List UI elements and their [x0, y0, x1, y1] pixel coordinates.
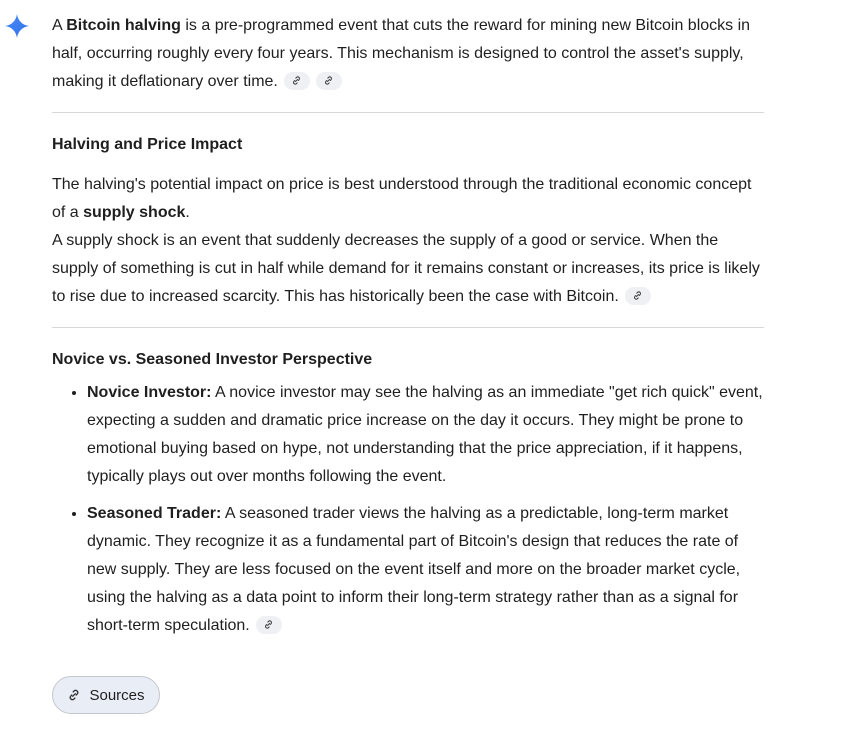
sources-button[interactable] — [52, 676, 160, 714]
sparkle-icon — [5, 14, 29, 38]
section-heading: Halving and Price Impact — [52, 136, 243, 153]
citation-chip[interactable] — [316, 72, 342, 90]
response-content — [52, 12, 764, 648]
citation-chip[interactable] — [625, 287, 651, 305]
link-icon — [323, 75, 334, 86]
link-icon — [263, 619, 274, 630]
list-item: • Seasoned Trader: A seasoned trader views the halving as a predictable, long-term market dynamic. They recognize it as a fundamental part of Bitcoin's design that reduces the rate of new supply. They are less focused on the event itself and more on the broader market cycle, using the halving as a data point to inform their long-term strategy rather than as a signal for short-term speculation. — [87, 499, 764, 640]
divider — [52, 327, 764, 328]
sources-label: Sources — [89, 686, 145, 704]
citation-chip[interactable] — [256, 616, 282, 634]
link-icon — [632, 290, 643, 301]
link-icon — [67, 688, 81, 702]
section-heading: Novice vs. Seasoned Investor Perspective — [52, 351, 373, 368]
list-item: • Novice Investor: A novice investor may see the halving as an immediate "get rich quick" event, expecting a sudden and dramatic price increase on the day it occurs. They might be prone to emotional buying based on hype, not understanding that the price appreciation, if it happens, typically plays out over months following the event. — [87, 378, 764, 491]
paragraph: A supply shock is an event that suddenly decreases the supply of a good or service. When the supply of something is cut in half while demand for it remains constant or increases, its price is likely to rise due to increased scarcity. This has historically been the case with Bitcoin. — [52, 232, 760, 305]
paragraph: The halving's potential impact on price is best understood through the traditional economic concept of a supply shock. — [52, 176, 752, 221]
link-icon — [291, 75, 302, 86]
perspective-list — [52, 378, 764, 640]
divider — [52, 112, 764, 113]
citation-chip[interactable] — [284, 72, 310, 90]
intro-paragraph: A Bitcoin halving is a pre-programmed event that cuts the reward for mining new Bitcoin blocks in half, occurring roughly every four years. This mechanism is designed to control the asset's supply, making it deflationary over time. — [52, 17, 751, 90]
